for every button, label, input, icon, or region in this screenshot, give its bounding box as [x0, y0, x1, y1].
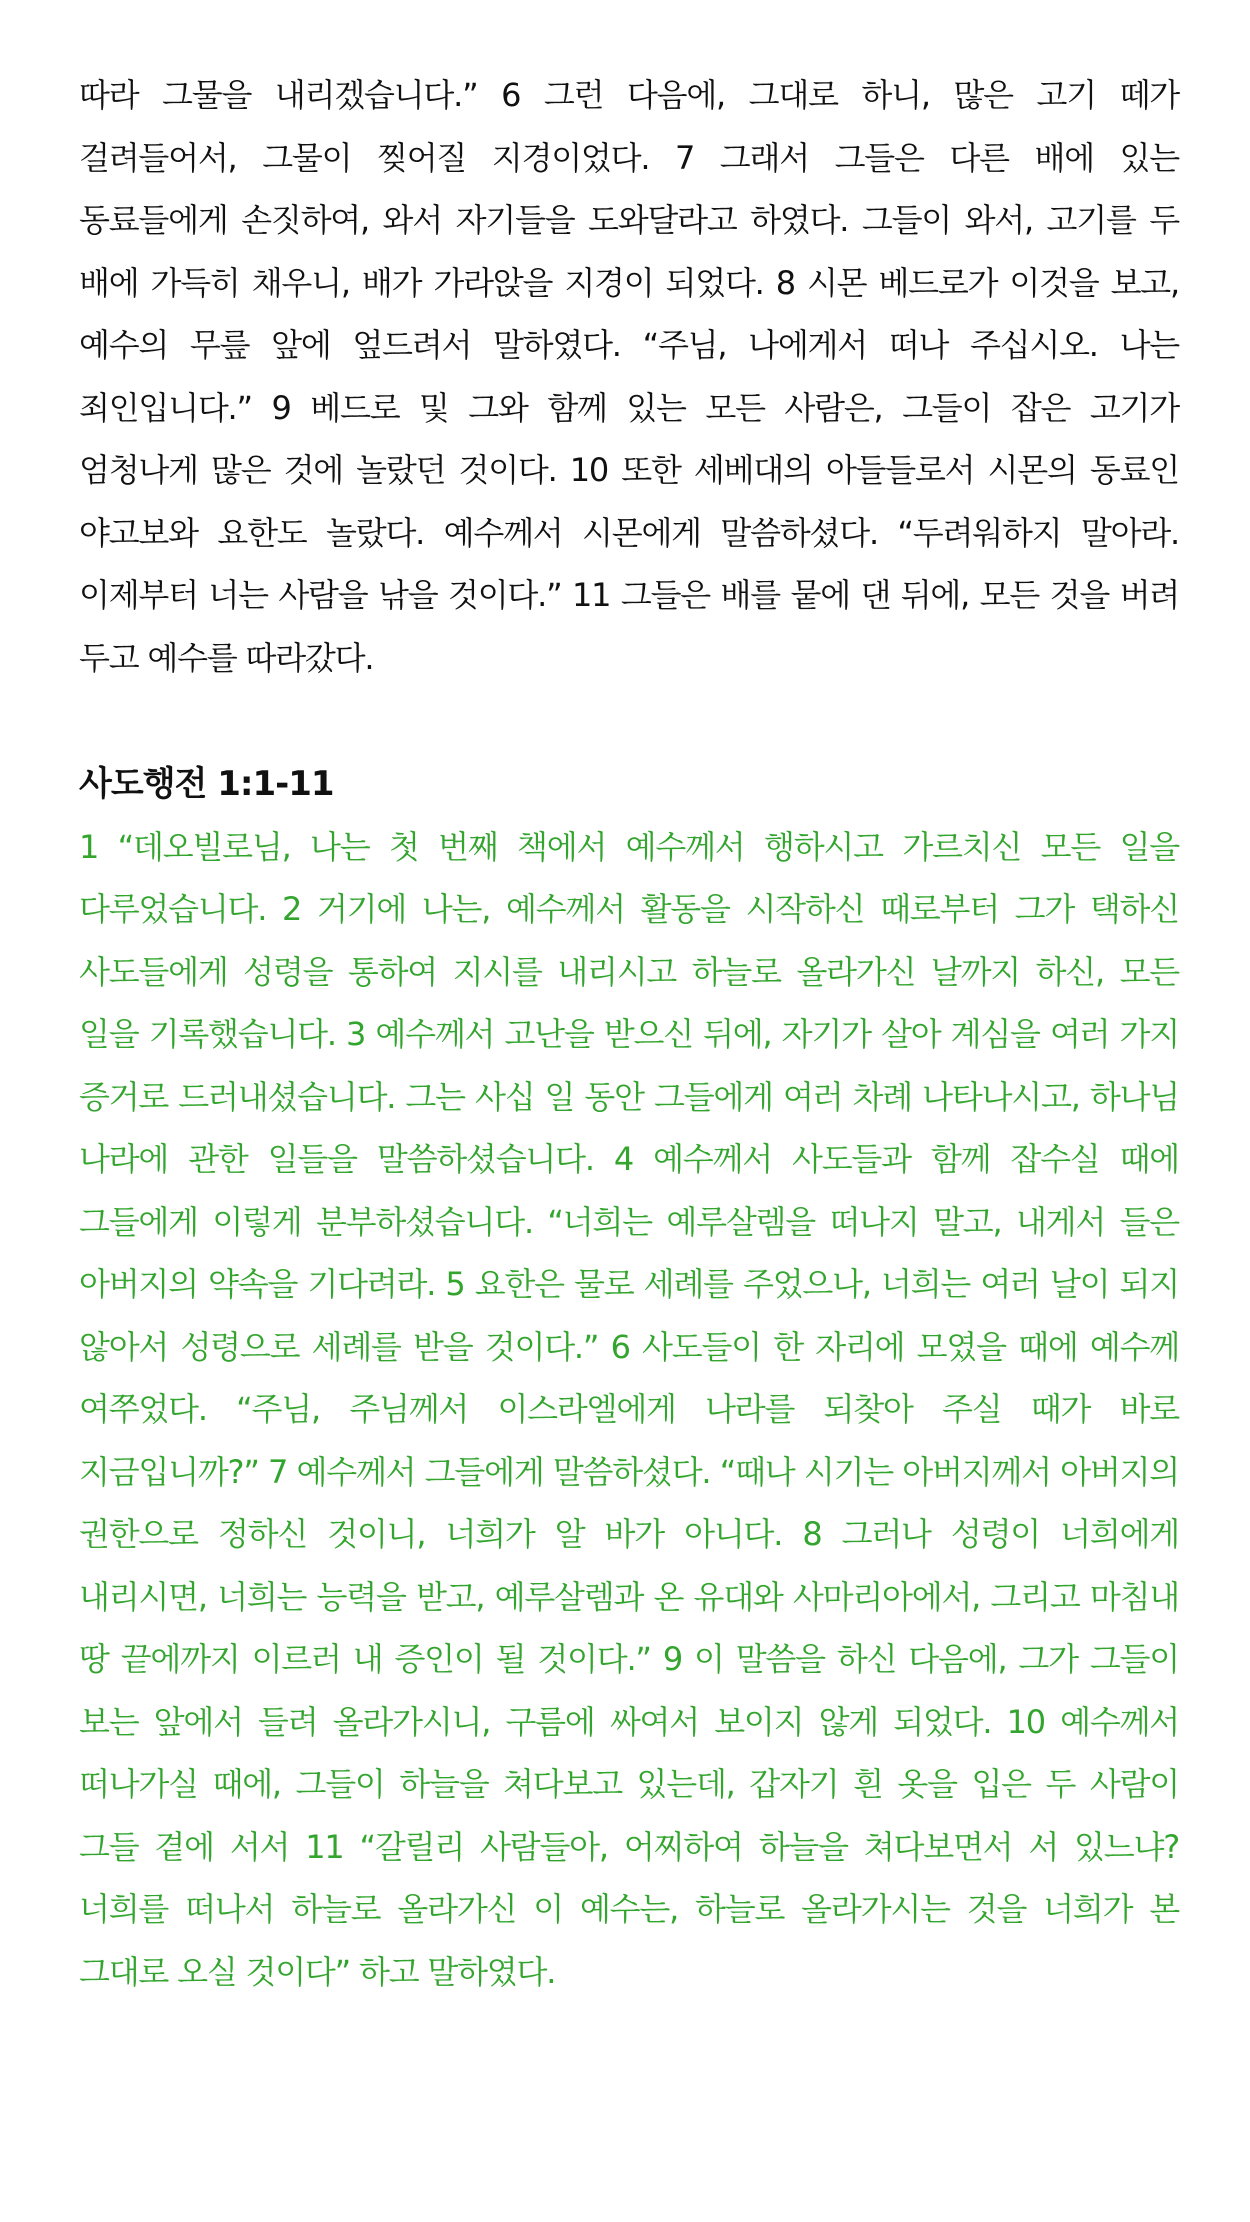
passage-acts-text: 1 “데오빌로님, 나는 첫 번째 책에서 예수께서 행하시고 가르치신 모든 일을 다루었습니다. 2 거기에 나는, 예수께서 활동을 시작하신 때로부터 그가 택하신 사도들에게 성령을 통하여 지시를 내리시고 하늘로 올라가신 날까지 하신, 모든 일을 기록했습니다. 3 예수께서 고난을 받으신 뒤에, 자기가 살아 계심을 여러 가지 증거로 드러내셨습니다. 그는 사십 일 동안 그들에게 여러 차례 나타나시고, 하나님 나라에 관한 일들을 말씀하셨습니다. 4 예수께서 사도들과 함께 잡수실 때에 그들에게 이렇게 분부하셨습니다. “너희는 예루살렘을 떠나지 말고, 내게서 들은 아버지의 약속을 기다려라. 5 요한은 물로 세례를 주었으나, 너희는 여러 날이 되지 않아서 성령으로 세례를 받을 것이다.” 6 사도들이 한 자리에 모였을 때에 예수께 여쭈었다. “주님, 주님께서 이스라엘에게 나라를 되찾아 주실 때가 바로 지금입니까?” 7 예수께서 그들에게 말씀하셨다. “때나 시기는 아버지께서 아버지의 권한으로 정하신 것이니, 너희가 알 바가 아니다. 8 그러나 성령이 너희에게 내리시면, 너희는 능력을 받고, 예루살렘과 온 유대와 사마리아에서, 그리고 마침내 땅 끝에까지 이르러 내 증인이 될 것이다.” 9 이 말씀을 하신 다음에, 그가 그들이 보는 앞에서 들려 올라가시니, 구름에 싸여서 보이지 않게 되었다. 10 예수께서 떠나가실 때에, 그들이 하늘을 쳐다보고 있는데, 갑자기 흰 옷을 입은 두 사람이 그들 곁에 서서 11 “갈릴리 사람들아, 어찌하여 하늘을 쳐다보면서 서 있느냐? 너희를 떠나서 하늘로 올라가신 이 예수는, 하늘로 올라가시는 것을 너희가 본 그대로 오실 것이다” 하고 말하였다.: [79, 827, 1179, 1991]
passage-acts-heading: 사도행전 1:1-11: [79, 764, 334, 804]
reading-page: [79, 64, 1179, 2003]
passage-luke-text: 따라 그물을 내리겠습니다.” 6 그런 다음에, 그대로 하니, 많은 고기 떼가 걸려들어서, 그물이 찢어질 지경이었다. 7 그래서 그들은 다른 배에 있는 동료들에게 손짓하여, 와서 자기들을 도와달라고 하였다. 그들이 와서, 고기를 두 배에 가득히 채우니, 배가 가라앉을 지경이 되었다. 8 시몬 베드로가 이것을 보고, 예수의 무릎 앞에 엎드려서 말하였다. “주님, 나에게서 떠나 주십시오. 나는 죄인입니다.” 9 베드로 및 그와 함께 있는 모든 사람은, 그들이 잡은 고기가 엄청나게 많은 것에 놀랐던 것이다. 10 또한 세베대의 아들들로서 시몬의 동료인 야고보와 요한도 놀랐다. 예수께서 시몬에게 말씀하셨다. “두려워하지 말아라. 이제부터 너는 사람을 낚을 것이다.” 11 그들은 배를 뭍에 댄 뒤에, 모든 것을 버려 두고 예수를 따라갔다.: [79, 76, 1179, 677]
